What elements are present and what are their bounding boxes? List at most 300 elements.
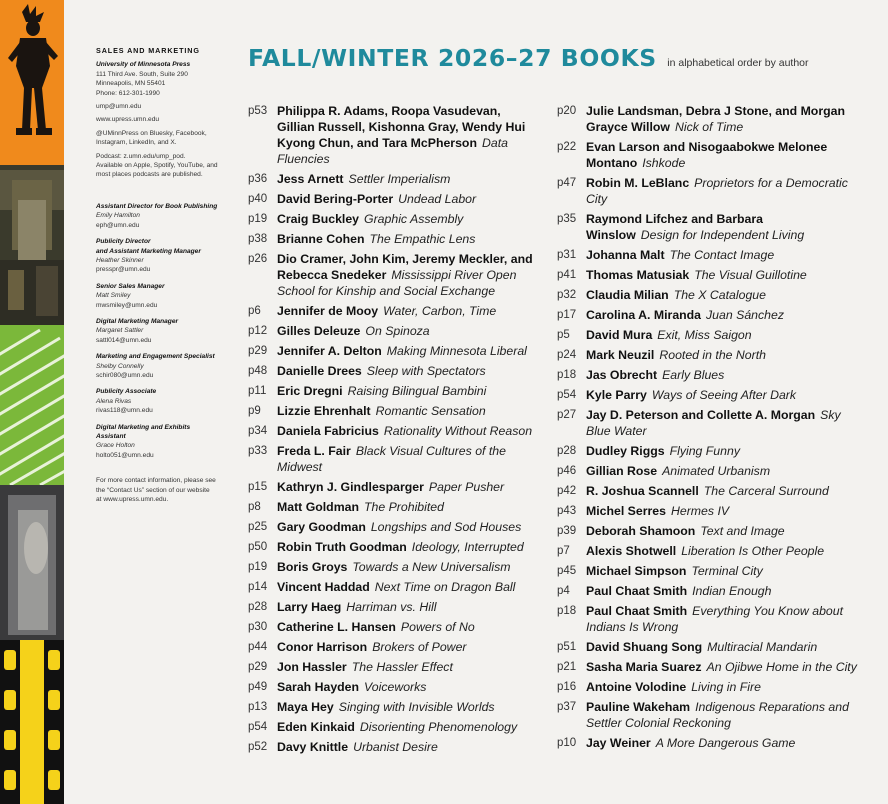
- page-number: p11: [248, 385, 267, 397]
- staff-email-link[interactable]: mwsmiley@umn.edu: [96, 301, 158, 309]
- book-entry: [248, 423, 540, 439]
- staff-title: Digital Marketing and Exhibits: [96, 423, 191, 431]
- book-title: Data Fluencies: [277, 136, 508, 166]
- staff-name: Shelby Connelly: [96, 362, 144, 370]
- page-number: p54: [248, 721, 268, 733]
- book-title: Ways of Seeing After Dark: [651, 388, 797, 402]
- book-title: An Ojibwe Home in the City: [706, 660, 857, 674]
- book-entry: [557, 679, 857, 695]
- page-number: p28: [248, 601, 268, 613]
- book-entry: [557, 211, 857, 243]
- book-title: Settler Imperialism: [348, 172, 451, 186]
- book-entry-text: [586, 583, 857, 599]
- book-title: Liberation Is Other People: [681, 544, 825, 558]
- book-list-right-column: [557, 103, 857, 755]
- page-number: p24: [557, 349, 577, 361]
- book-title: Design for Independent Living: [640, 228, 805, 242]
- book-entry: [557, 387, 857, 403]
- page-number: p38: [248, 233, 268, 245]
- book-entry: [248, 499, 540, 515]
- page-number: p49: [248, 681, 268, 693]
- staff-title: and Assistant Marketing Manager: [96, 247, 201, 255]
- book-entry: [248, 619, 540, 635]
- page-title: FALL/WINTER 2026–27 BOOKS: [248, 44, 657, 72]
- book-title: Indian Enough: [692, 584, 772, 598]
- contact-heading: SALES AND MARKETING: [96, 46, 200, 55]
- book-entry: [248, 679, 540, 695]
- page-number: p32: [557, 289, 577, 301]
- book-entry: [248, 171, 540, 187]
- page-number: p17: [557, 309, 577, 321]
- author-name: Conor Harrison: [277, 640, 368, 654]
- book-entry-text: [277, 423, 540, 439]
- book-title: Mississippi River Open School for Kinship and Social Exchange: [277, 268, 517, 298]
- book-title: Juan Sánchez: [706, 308, 784, 322]
- book-entry-text: [277, 191, 540, 207]
- book-title: Indigenous Reparations and Settler Colonial Reckoning: [586, 700, 849, 730]
- book-title: Urbanist Desire: [353, 740, 438, 754]
- staff-name: Alena Rivas: [96, 397, 132, 405]
- book-title: Water, Carbon, Time: [383, 304, 497, 318]
- book-entry: [248, 403, 540, 419]
- page-number: p22: [557, 141, 577, 153]
- book-entry-text: [586, 327, 857, 343]
- page-number: p6: [248, 305, 261, 317]
- page-number: p5: [557, 329, 570, 341]
- book-entry-text: [277, 303, 540, 319]
- book-entry-text: [277, 479, 540, 495]
- book-entry: [557, 503, 857, 519]
- book-entry: [557, 267, 857, 283]
- book-entry: [557, 603, 857, 635]
- book-entry: [248, 579, 540, 595]
- page-number: p13: [248, 701, 268, 713]
- book-title: Black Visual Cultures of the Midwest: [277, 444, 506, 474]
- author-name: Brianne Cohen: [277, 232, 365, 246]
- book-entry-text: [586, 659, 857, 675]
- book-entry: [248, 363, 540, 379]
- author-name: Dio Cramer, John Kim, Jeremy Meckler, and Rebecca Snedeker: [277, 252, 533, 282]
- staff-name: Matt Smiley: [96, 292, 131, 300]
- book-entry-text: [277, 103, 540, 167]
- staff-title: Digital Marketing Manager: [96, 317, 179, 325]
- page-number: p27: [557, 409, 577, 421]
- book-entry: [248, 191, 540, 207]
- contact-sidebar: [96, 46, 236, 504]
- page-number: p8: [248, 501, 261, 513]
- author-name: Michel Serres: [586, 504, 666, 518]
- book-entry: [248, 599, 540, 615]
- staff-entry: [96, 423, 236, 461]
- book-entry-text: [586, 367, 857, 383]
- book-entry-text: [586, 407, 857, 439]
- page-number: p44: [248, 641, 268, 653]
- footer-note-line-2: the “Contact Us” section of our website: [96, 486, 210, 494]
- book-entry: [557, 175, 857, 207]
- author-name: Sarah Hayden: [277, 680, 360, 694]
- book-entry: [557, 407, 857, 439]
- book-entry-text: [277, 171, 540, 187]
- author-name: Michael Simpson: [586, 564, 687, 578]
- page-number: p18: [557, 369, 577, 381]
- author-name: Johanna Malt: [586, 248, 665, 262]
- book-entry-text: [277, 443, 540, 475]
- address-line-2: Minneapolis, MN 55401: [96, 80, 166, 88]
- page-number: p37: [557, 701, 577, 713]
- contact-email-link[interactable]: ump@umn.edu: [96, 103, 142, 111]
- author-name: Deborah Shamoon: [586, 524, 696, 538]
- book-entry-text: [586, 699, 857, 731]
- book-title: Sleep with Spectators: [366, 364, 486, 378]
- book-entry-text: [277, 383, 540, 399]
- page-number: p42: [557, 485, 577, 497]
- book-title: Sky Blue Water: [586, 408, 841, 438]
- book-title: The X Catalogue: [673, 288, 766, 302]
- staff-entry: [96, 352, 236, 380]
- staff-list: [96, 202, 236, 460]
- book-title: Ishkode: [642, 156, 686, 170]
- author-name: Larry Haeg: [277, 600, 342, 614]
- author-name: David Mura: [586, 328, 653, 342]
- book-title: Longships and Sod Houses: [370, 520, 522, 534]
- page-number: p47: [557, 177, 577, 189]
- author-name: Raymond Lifchez and Barbara Winslow: [586, 212, 763, 242]
- book-entry-text: [277, 659, 540, 675]
- author-name: Lizzie Ehrenhalt: [277, 404, 371, 418]
- author-name: Jennifer A. Delton: [277, 344, 382, 358]
- author-name: Catherine L. Hansen: [277, 620, 396, 634]
- staff-email-link[interactable]: schir080@umn.edu: [96, 371, 154, 379]
- page-number: p36: [248, 173, 268, 185]
- book-entry: [557, 699, 857, 731]
- social-line-1: @UMinnPress on Bluesky, Facebook,: [96, 129, 207, 137]
- book-entry: [557, 583, 857, 599]
- author-name: R. Joshua Scannell: [586, 484, 699, 498]
- page-number: p16: [557, 681, 577, 693]
- page-number: p52: [248, 741, 268, 753]
- author-name: Daniela Fabricius: [277, 424, 379, 438]
- author-name: Robin Truth Goodman: [277, 540, 407, 554]
- book-entry-text: [277, 251, 540, 299]
- book-entry: [557, 247, 857, 263]
- staff-name: Emily Hamilton: [96, 212, 140, 220]
- book-entry: [557, 659, 857, 675]
- book-entry: [557, 347, 857, 363]
- footer-note-line-3: at www.upress.umn.edu.: [96, 496, 169, 504]
- book-entry-text: [277, 519, 540, 535]
- author-name: Claudia Milian: [586, 288, 669, 302]
- page-number: p51: [557, 641, 577, 653]
- author-name: Gary Goodman: [277, 520, 366, 534]
- author-name: Antoine Volodine: [586, 680, 687, 694]
- author-name: Kyle Parry: [586, 388, 647, 402]
- book-entry-text: [277, 599, 540, 615]
- book-entry-text: [586, 307, 857, 323]
- page-number: p25: [248, 521, 268, 533]
- book-entry-text: [277, 363, 540, 379]
- staff-title: Publicity Director: [96, 238, 151, 246]
- page-number: p45: [557, 565, 577, 577]
- book-entry: [557, 443, 857, 459]
- staff-title: Marketing and Engagement Specialist: [96, 353, 215, 361]
- author-name: Pauline Wakeham: [586, 700, 691, 714]
- book-entry: [557, 139, 857, 171]
- book-entry: [557, 563, 857, 579]
- book-title: Next Time on Dragon Ball: [374, 580, 516, 594]
- author-name: David Shuang Song: [586, 640, 703, 654]
- book-entry-text: [277, 499, 540, 515]
- book-entry-text: [277, 619, 540, 635]
- author-name: Kathryn J. Gindlesparger: [277, 480, 424, 494]
- book-entry: [248, 519, 540, 535]
- staff-email-link[interactable]: holto051@umn.edu: [96, 451, 154, 459]
- page-number: p54: [557, 389, 577, 401]
- book-title: Raising Bilingual Bambini: [347, 384, 487, 398]
- book-entry-text: [277, 579, 540, 595]
- staff-entry: [96, 317, 236, 345]
- book-entry-text: [586, 211, 857, 243]
- book-title: Rationality Without Reason: [383, 424, 533, 438]
- book-entry-text: [586, 287, 857, 303]
- page-number: p18: [557, 605, 577, 617]
- staff-name: Heather Skinner: [96, 256, 144, 264]
- book-entry: [248, 559, 540, 575]
- podcast-line-2: Available on Apple, Spotify, YouTube, and: [96, 162, 218, 170]
- page-number: p29: [248, 661, 268, 673]
- author-name: Julie Landsman, Debra J Stone, and Morgan Grayce Willow: [586, 104, 845, 134]
- author-name: Craig Buckley: [277, 212, 360, 226]
- book-entry: [248, 231, 540, 247]
- book-entry: [557, 103, 857, 135]
- book-list-left-column: [248, 103, 540, 759]
- book-entry-text: [586, 247, 857, 263]
- book-title: The Hassler Effect: [351, 660, 453, 674]
- staff-email-link[interactable]: eph@umn.edu: [96, 221, 140, 229]
- page-number: p4: [557, 585, 570, 597]
- page-number: p20: [557, 105, 577, 117]
- author-name: David Bering-Porter: [277, 192, 394, 206]
- page-number: p28: [557, 445, 577, 457]
- page-number: p15: [248, 481, 268, 493]
- book-entry-text: [277, 323, 540, 339]
- book-title: Everything You Know about Indians Is Wrong: [586, 604, 843, 634]
- book-entry-text: [586, 347, 857, 363]
- page-number: p21: [557, 661, 577, 673]
- book-title: Flying Funny: [669, 444, 740, 458]
- page-number: p7: [557, 545, 570, 557]
- author-name: Dudley Riggs: [586, 444, 665, 458]
- author-name: Evan Larson and Nisogaabokwe Melonee Montano: [586, 140, 828, 170]
- book-entry: [557, 543, 857, 559]
- page-subtitle: in alphabetical order by author: [667, 57, 809, 69]
- author-name: Gillian Rose: [586, 464, 658, 478]
- author-name: Jas Obrecht: [586, 368, 658, 382]
- book-entry: [557, 735, 857, 751]
- cover-collage-graphic: [0, 0, 64, 804]
- staff-entry: [96, 282, 236, 310]
- book-entry-text: [586, 563, 857, 579]
- page-number: p39: [557, 525, 577, 537]
- staff-name: Margaret Sattler: [96, 327, 144, 335]
- book-title: Ideology, Interrupted: [411, 540, 524, 554]
- book-entry: [557, 523, 857, 539]
- author-name: Gilles Deleuze: [277, 324, 361, 338]
- page-number: p10: [557, 737, 577, 749]
- page-number: p29: [248, 345, 268, 357]
- author-name: Alexis Shotwell: [586, 544, 677, 558]
- book-title: Voiceworks: [364, 680, 427, 694]
- book-entry-text: [586, 483, 857, 499]
- book-title: Harriman vs. Hill: [346, 600, 437, 614]
- book-title: A More Dangerous Game: [655, 736, 796, 750]
- book-title: Making Minnesota Liberal: [386, 344, 527, 358]
- page-number: p30: [248, 621, 268, 633]
- book-title: Proprietors for a Democratic City: [586, 176, 848, 206]
- book-entry: [557, 367, 857, 383]
- author-name: Matt Goldman: [277, 500, 359, 514]
- page-number: p19: [248, 213, 268, 225]
- page-number: p53: [248, 105, 268, 117]
- author-name: Thomas Matusiak: [586, 268, 690, 282]
- author-name: Jay D. Peterson and Collette A. Morgan: [586, 408, 816, 422]
- author-name: Mark Neuzil: [586, 348, 655, 362]
- author-name: Jon Hassler: [277, 660, 347, 674]
- book-entry: [248, 343, 540, 359]
- book-entry-text: [277, 739, 540, 755]
- book-title: Powers of No: [400, 620, 475, 634]
- book-entry-text: [586, 387, 857, 403]
- book-entry-text: [586, 139, 857, 171]
- book-entry: [248, 443, 540, 475]
- book-entry-text: [586, 679, 857, 695]
- author-name: Boris Groys: [277, 560, 348, 574]
- staff-email-link[interactable]: rivas118@umn.edu: [96, 407, 153, 415]
- author-name: Jennifer de Mooy: [277, 304, 379, 318]
- book-title: Text and Image: [700, 524, 785, 538]
- author-name: Paul Chaat Smith: [586, 584, 688, 598]
- book-entry-text: [277, 403, 540, 419]
- book-title: Singing with Invisible Worlds: [338, 700, 495, 714]
- book-title: On Spinoza: [365, 324, 430, 338]
- author-name: Jess Arnett: [277, 172, 344, 186]
- author-name: Freda L. Fair: [277, 444, 351, 458]
- book-entry-text: [277, 343, 540, 359]
- staff-title: Assistant Director for Book Publishing: [96, 202, 218, 210]
- book-entry-text: [586, 175, 857, 207]
- page-number: p46: [557, 465, 577, 477]
- website-link[interactable]: www.upress.umn.edu: [96, 116, 160, 124]
- book-entry-text: [586, 523, 857, 539]
- author-name: Sasha Maria Suarez: [586, 660, 702, 674]
- page-number: p48: [248, 365, 268, 377]
- page-number: p40: [248, 193, 268, 205]
- page-number: p43: [557, 505, 577, 517]
- book-title: Hermes IV: [670, 504, 730, 518]
- author-name: Jay Weiner: [586, 736, 651, 750]
- staff-email-link[interactable]: sattl014@umn.edu: [96, 336, 152, 344]
- podcast-line-1: Podcast: z.umn.edu/ump_pod.: [96, 152, 186, 160]
- book-entry: [248, 383, 540, 399]
- footer-note-line-1: For more contact information, please see: [96, 477, 216, 485]
- book-entry: [557, 307, 857, 323]
- press-name: University of Minnesota Press: [96, 61, 191, 69]
- book-entry: [248, 251, 540, 299]
- book-entry-text: [586, 603, 857, 635]
- book-entry-text: [277, 679, 540, 695]
- book-title: Undead Labor: [398, 192, 477, 206]
- book-entry: [248, 719, 540, 735]
- author-name: Danielle Drees: [277, 364, 362, 378]
- book-title: The Prohibited: [363, 500, 444, 514]
- page-number: p12: [248, 325, 268, 337]
- book-title: Brokers of Power: [372, 640, 467, 654]
- book-entry-text: [586, 103, 857, 135]
- book-entry-text: [277, 719, 540, 735]
- book-entry-text: [586, 735, 857, 751]
- book-title: Early Blues: [662, 368, 725, 382]
- author-name: Eden Kinkaid: [277, 720, 355, 734]
- author-name: Carolina A. Miranda: [586, 308, 702, 322]
- book-title: The Carceral Surround: [703, 484, 829, 498]
- book-entry: [248, 479, 540, 495]
- page-title-block: [248, 44, 809, 72]
- page-number: p34: [248, 425, 268, 437]
- book-entry-text: [277, 699, 540, 715]
- book-entry-text: [586, 543, 857, 559]
- book-entry: [248, 539, 540, 555]
- book-title: Graphic Assembly: [364, 212, 464, 226]
- staff-title: Senior Sales Manager: [96, 282, 165, 290]
- book-entry-text: [277, 639, 540, 655]
- book-title: Romantic Sensation: [375, 404, 486, 418]
- page-number: p33: [248, 445, 268, 457]
- page-number: p19: [248, 561, 268, 573]
- page-number: p50: [248, 541, 268, 553]
- book-title: Living in Fire: [691, 680, 761, 694]
- book-entry: [248, 303, 540, 319]
- book-title: Rooted in the North: [659, 348, 766, 362]
- book-entry: [557, 483, 857, 499]
- staff-email-link[interactable]: presspr@umn.edu: [96, 266, 151, 274]
- page-number: p14: [248, 581, 268, 593]
- book-title: Paper Pusher: [428, 480, 505, 494]
- book-entry: [248, 639, 540, 655]
- book-entry: [248, 739, 540, 755]
- book-entry-text: [586, 443, 857, 459]
- book-entry-text: [277, 231, 540, 247]
- book-title: Multiracial Mandarin: [707, 640, 818, 654]
- book-entry: [557, 327, 857, 343]
- book-title: Animated Urbanism: [662, 464, 771, 478]
- page-number: p26: [248, 253, 268, 265]
- book-entry: [248, 659, 540, 675]
- book-title: Exit, Miss Saigon: [657, 328, 752, 342]
- book-title: Nick of Time: [674, 120, 744, 134]
- staff-entry: [96, 387, 236, 415]
- staff-name: Grace Holton: [96, 442, 135, 450]
- book-title: Towards a New Universalism: [352, 560, 511, 574]
- book-entry: [248, 103, 540, 167]
- phone-number: Phone: 612-301-1990: [96, 89, 160, 97]
- book-entry-text: [586, 503, 857, 519]
- book-entry-text: [586, 267, 857, 283]
- author-name: Vincent Haddad: [277, 580, 370, 594]
- book-entry: [248, 211, 540, 227]
- book-title: Disorienting Phenomenology: [359, 720, 518, 734]
- author-name: Eric Dregni: [277, 384, 343, 398]
- social-line-2: Instagram, LinkedIn, and X.: [96, 139, 177, 147]
- author-name: Philippa R. Adams, Roopa Vasudevan, Gillian Russell, Kishonna Gray, Wendy Hui Kyong Chun, and Tara McPherson: [277, 104, 526, 150]
